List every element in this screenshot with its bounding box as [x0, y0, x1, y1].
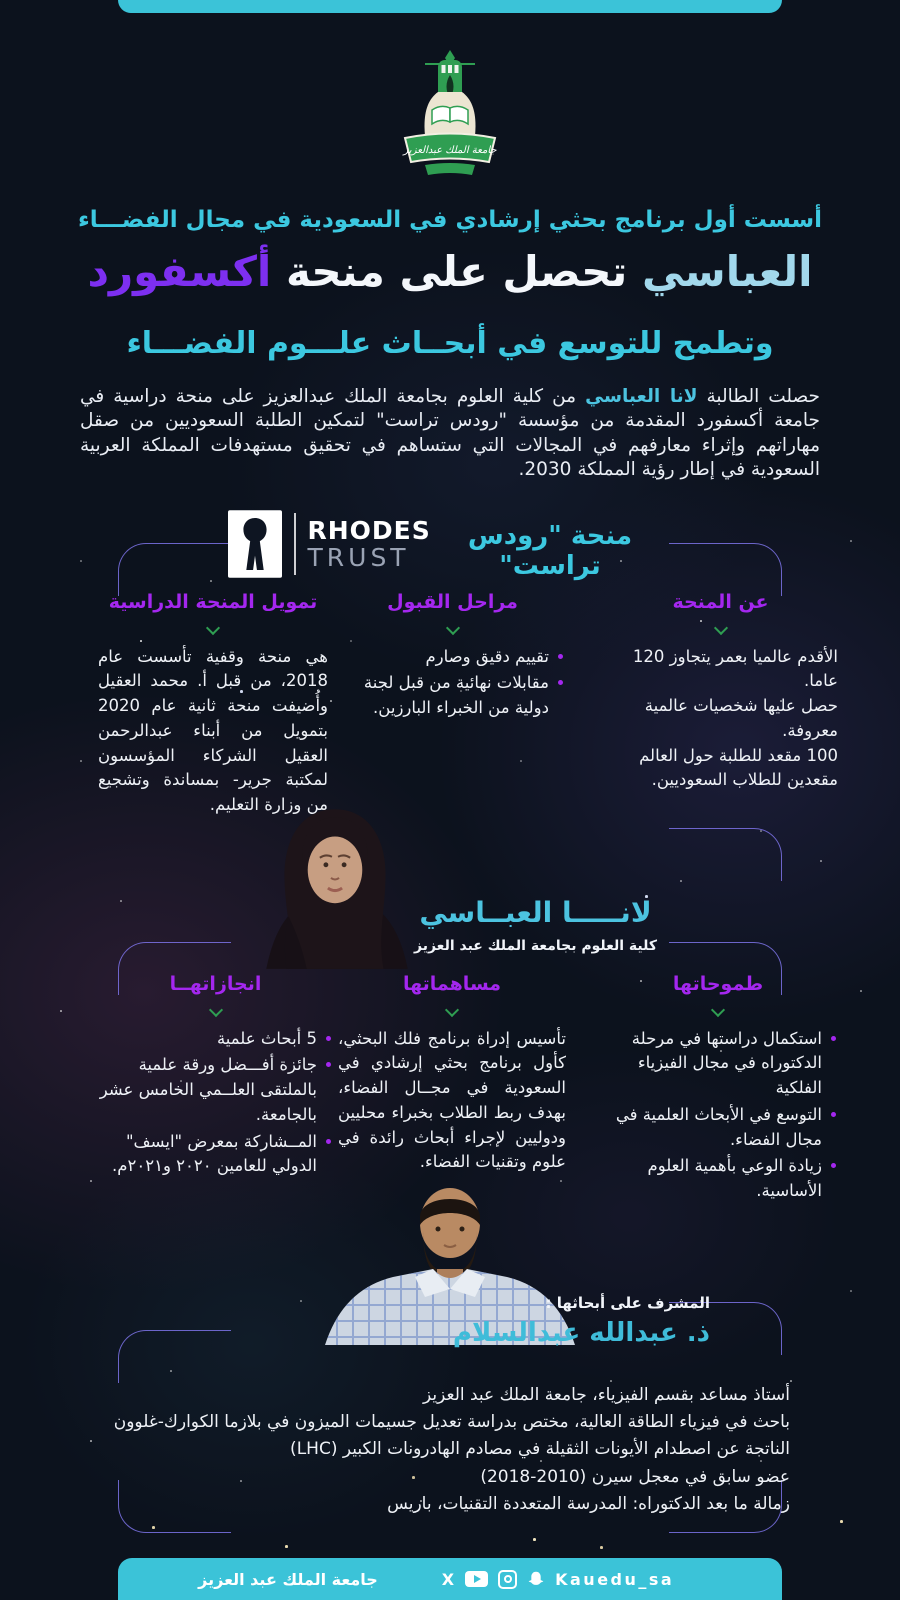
- column-achievements: [98, 970, 333, 1181]
- kau-logo-icon: [385, 48, 515, 178]
- list-item: 5 أبحاث علمية: [98, 1027, 333, 1052]
- intro-after: من كلية العلوم بجامعة الملك عبدالعزيز على منحة دراسية في جامعة أكسفورد المقدمة من مؤسسة "رودس تراست" لتمكين الطلبة السعوديين من صقل مهاراتهم وإثراء معارفهم في المجالات التي ستساهم في تحقيق مستهدفات المملكة العربية السعودية في إطار رؤية المملكة 2030.: [80, 386, 820, 481]
- about-line: 100 مقعد للطلبة حول العالم مقعدين للطلاب السعوديين.: [639, 745, 838, 790]
- supervisor-label: المشرف على أبحاثها :: [545, 1294, 710, 1312]
- chevron-down-icon: [445, 1002, 459, 1016]
- about-line: حصل عليها شخصيات عالمية معروفة.: [644, 696, 838, 740]
- list-item: المــشاركة بمعرض "ايسف" الدولي للعامين ٢٠٢٠ و٢٠٢١م.: [98, 1130, 333, 1180]
- kau-logo: [385, 48, 515, 178]
- intro-before: حصلت الطالبة: [697, 386, 820, 407]
- list-item: جائزة أفـــضل ورقة علمية بالملتقى العلــمي الخامس عشر بالجامعة.: [98, 1053, 333, 1127]
- snapchat-icon: [527, 1570, 545, 1588]
- rhodes-wordmark-line2: TRUST: [307, 543, 410, 572]
- funding-text: هي منحة وقفية تأسست عام 2018، من قبل أ. محمد العقيل وأُضيفت منحة ثانية عام 2020 بتمويل من أبناء عبدالرحمن العقيل الشركاء المؤسسون لمكتبة جرير- بمساندة وتشجيع من وزارة التعليم.: [98, 646, 328, 814]
- contributions-text: تأسيس إدراة برنامج فلك البحثي، كأول برنامج بحثي إرشادي في السعودية في مجــال الفضاء، بهدف ربط الطلاب بخبراء محليين ودوليين لإجراء أبحاث رائدة في علوم وتقنيات الفضاء.: [338, 1028, 566, 1172]
- rhodes-trust-logo: [228, 506, 431, 582]
- column-about-grant: [603, 588, 838, 793]
- bio-line: باحث في فيزياء الطاقة العالية، مختص بدراسة تعديل جسيمات الميزون في بلازما الكوارك-غلوون: [113, 1412, 790, 1433]
- student-name-highlight: لانا العباسي: [585, 386, 698, 407]
- chevron-down-icon: [206, 620, 220, 634]
- rhodes-falcon-icon: [228, 510, 282, 578]
- bio-line: الناتجة عن اصطدام الأيونات الثقيلة في مصادم الهادرونات الكبير (LHC): [290, 1439, 790, 1460]
- list-item: تقييم دقيق وصارم: [340, 645, 565, 670]
- column-contributions: [338, 970, 566, 1175]
- rhodes-wordmark: [308, 517, 431, 572]
- list-item: مقابلات نهائية من قبل لجنة دولية من الخبراء البارزين.: [340, 671, 565, 721]
- chevron-down-icon: [713, 620, 727, 634]
- column-title: مساهماتها: [402, 973, 502, 995]
- headline-subline: وتطمح للتوسع في أبحــاث علـــوم الفضـــاء: [126, 326, 774, 361]
- column-title: تمويل المنحة الدراسية: [108, 591, 318, 613]
- intro-paragraph: [80, 385, 820, 483]
- column-grant-funding: [98, 588, 328, 818]
- chevron-down-icon: [445, 620, 459, 634]
- instagram-icon: [498, 1570, 517, 1589]
- logo-divider: [294, 513, 296, 575]
- rhodes-wordmark-line1: RHODES: [307, 515, 431, 545]
- headline-oxford: أكسفورد: [87, 247, 272, 296]
- headline-kicker: أسست أول برنامج بحثي إرشادي في السعودية في مجال الفضـــاء: [77, 207, 823, 233]
- bio-line: عضو سابق في معجل سيرن (2010-2018): [480, 1466, 790, 1487]
- student-affiliation: كلية العلوم بجامعة الملك عبد العزيز: [414, 938, 657, 954]
- supervisor-name: ذ. عبدالله عبدالسلام: [452, 1318, 710, 1348]
- list-item: التوسع في الأبحاث العلمية في مجال الفضاء.: [598, 1103, 838, 1153]
- about-line: الأقدم عالميا بعمر يتجاوز 120 عاما.: [632, 646, 838, 691]
- kau-logo-banner-text: جامعة الملك عبدالعزيز: [403, 145, 497, 156]
- top-accent-bar: [118, 0, 782, 13]
- headline-main: [0, 247, 900, 296]
- list-item: استكمال دراستها في مرحلة الدكتوراه في مجال الفيزياء الفلكية: [598, 1027, 838, 1101]
- footer-handle: Kauedu_sa: [555, 1569, 675, 1589]
- column-title: طموحاتها: [672, 973, 764, 995]
- list-item: زيادة الوعي بأهمية العلوم الأساسية.: [598, 1154, 838, 1204]
- bio-line: زمالة ما بعد الدكتوراه: المدرسة المتعددة التقنيات، باريس: [387, 1493, 790, 1514]
- headline-middle: تحصل على منحة: [285, 247, 628, 296]
- footer-social: [418, 1558, 698, 1600]
- footer-bar: [118, 1558, 782, 1600]
- headline-surname: العباسي: [641, 247, 813, 296]
- student-portrait-illustration: [236, 794, 434, 970]
- chevron-down-icon: [208, 1002, 222, 1016]
- starfield-bright: [0, 0, 3, 3]
- chevron-down-icon: [711, 1002, 725, 1016]
- column-admission-stages: [340, 588, 565, 723]
- student-name: لانـــــا العبــاسي: [419, 896, 652, 929]
- supervisor-header: [380, 1294, 710, 1348]
- supervisor-bio: [100, 1382, 790, 1518]
- column-title: انجازاتهــا: [169, 973, 262, 995]
- bracket-top-right: [669, 828, 782, 881]
- column-title: عن المنحة: [672, 591, 769, 613]
- column-ambitions: [598, 970, 838, 1206]
- footer-university: جامعة الملك عبد العزيز: [198, 1569, 378, 1589]
- bio-line: أستاذ مساعد بقسم الفيزياء، جامعة الملك عبد العزيز: [423, 1385, 790, 1405]
- bracket-top-left: [118, 1330, 231, 1383]
- column-title: مراحل القبول: [387, 591, 518, 613]
- rhodes-section-title: منحة "رودس تراست": [467, 521, 633, 581]
- youtube-icon: [465, 1571, 488, 1587]
- x-twitter-icon: X: [441, 1569, 456, 1589]
- student-photo: [236, 794, 434, 970]
